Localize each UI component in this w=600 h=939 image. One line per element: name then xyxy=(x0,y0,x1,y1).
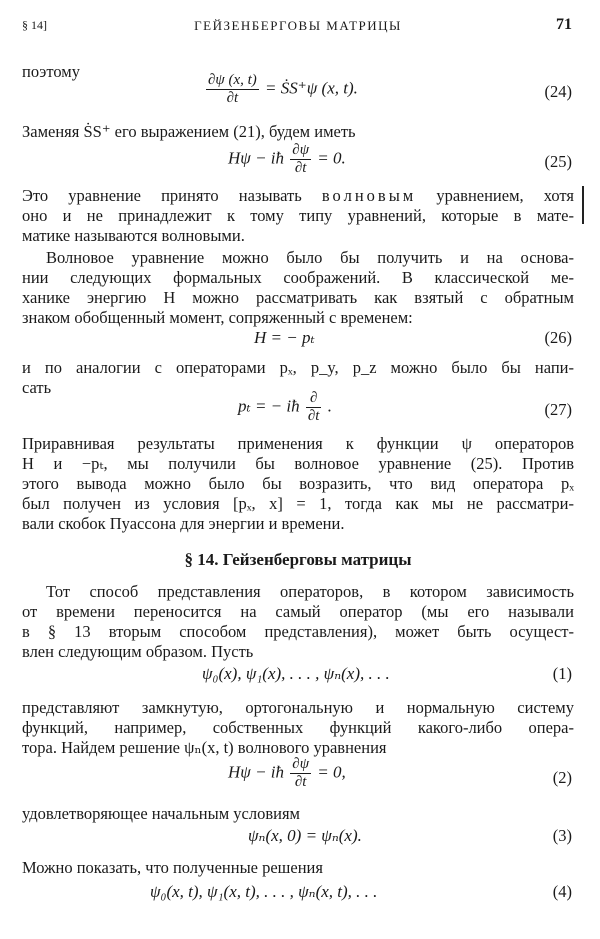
equation-2-number: (2) xyxy=(552,768,572,787)
text-line: вали скобок Пуассона для энергии и времени. xyxy=(22,514,345,533)
equation-27-formula: pₜ = − iħ $\frac{\partial}{\partial t}$ . xyxy=(238,390,332,424)
margin-mark xyxy=(582,186,584,224)
text-line: и по аналогии с операторами pₓ, p_y, p_z можно было бы напи- xyxy=(22,358,574,377)
text-line: сать xyxy=(22,378,52,397)
equation-27-number: (27) xyxy=(544,400,572,419)
text-line: от времени переносится на самый оператор (мы его называли xyxy=(22,602,574,621)
equation-25 xyxy=(22,142,574,182)
equation-25-number: (25) xyxy=(544,152,572,171)
equation-1-number: (1) xyxy=(552,664,572,683)
text-line: Волновое уравнение можно было бы получить и на основа- xyxy=(46,248,574,267)
equation-1 xyxy=(22,660,574,700)
equation-24-formula: $\frac{\partial\psi (x, t)}{\partial t}$ = ṠS⁺ψ (x, t). xyxy=(208,72,358,106)
equation-24-number: (24) xyxy=(544,82,572,101)
emphasis-spaced: волновым xyxy=(321,186,417,205)
text-line: тора. Найдем решение ψₙ(x, t) волнового уравнения xyxy=(22,738,387,757)
equation-1-formula: ψ₀(x), ψ₁(x), . . . , ψₙ(x), . . . xyxy=(202,664,390,683)
equation-25-formula: Hψ − iħ $\frac{\partial\psi}{\partial t}$ = 0. xyxy=(228,142,346,176)
header-running-title: ГЕЙЗЕНБЕРГОВЫ МАТРИЦЫ xyxy=(194,18,402,33)
equation-4 xyxy=(22,878,574,918)
page-number: 71 xyxy=(556,16,572,33)
text-line: этого вывода можно было бы возразить, что вид оператора pₓ xyxy=(22,474,574,493)
text-line: Тот способ представления операторов, в котором зависимость xyxy=(46,582,574,601)
text-line: нии следующих формальных соображений. В классической ме- xyxy=(22,268,574,287)
text-line: влен следующим образом. Пусть xyxy=(22,642,254,661)
text-line: матике называются волновыми. xyxy=(22,226,245,245)
equation-26 xyxy=(22,322,574,362)
equation-26-number: (26) xyxy=(544,328,572,347)
text-line: представляют замкнутую, ортогональную и нормальную систему xyxy=(22,698,574,717)
equation-26-formula: H = − pₜ xyxy=(254,328,315,347)
equation-24 xyxy=(22,72,574,112)
text-line: оно и не принадлежит к тому типу уравнений, которые в мате- xyxy=(22,206,574,225)
header-section-ref: § 14] xyxy=(22,18,47,32)
text-line: ханике энергию H можно рассматривать как взятый с обратным xyxy=(22,288,574,307)
section-heading: § 14. Гейзенберговы матрицы xyxy=(184,550,412,569)
book-page xyxy=(22,0,574,939)
equation-3-formula: ψₙ(x, 0) = ψₙ(x). xyxy=(248,826,362,845)
text-line: Приравнивая результаты применения к функции ψ операторов xyxy=(22,434,574,453)
text-line: H и −pₜ, мы получили бы волновое уравнение (25). Против xyxy=(22,454,574,473)
text-line: функций, например, собственных функций какого-либо опера- xyxy=(22,718,574,737)
text-line: поэтому xyxy=(22,62,80,81)
text-line: удовлетворяющее начальным условиям xyxy=(22,804,300,823)
text-line: Это уравнение принято называть волновым уравнением, хотя xyxy=(22,186,574,205)
equation-3 xyxy=(22,822,574,862)
text-line: знаком обобщенный момент, сопряженный с временем: xyxy=(22,308,413,327)
equation-3-number: (3) xyxy=(552,826,572,845)
page-header xyxy=(22,18,574,38)
text-line: Можно показать, что полученные решения xyxy=(22,858,323,877)
equation-2 xyxy=(22,756,574,796)
text-line: в § 13 вторым способом представления), может быть осущест- xyxy=(22,622,574,641)
equation-27 xyxy=(22,390,574,430)
text-line: был получен из условия [pₓ, x] = 1, тогда как мы не рассматри- xyxy=(22,494,574,513)
equation-2-formula: Hψ − iħ $\frac{\partial\psi}{\partial t}$ = 0, xyxy=(228,756,346,790)
equation-4-formula: ψ₀(x, t), ψ₁(x, t), . . . , ψₙ(x, t), . . . xyxy=(150,882,378,901)
text-line: Заменяя ṠS⁺ его выражением (21), будем иметь xyxy=(22,122,356,141)
equation-4-number: (4) xyxy=(552,882,572,901)
